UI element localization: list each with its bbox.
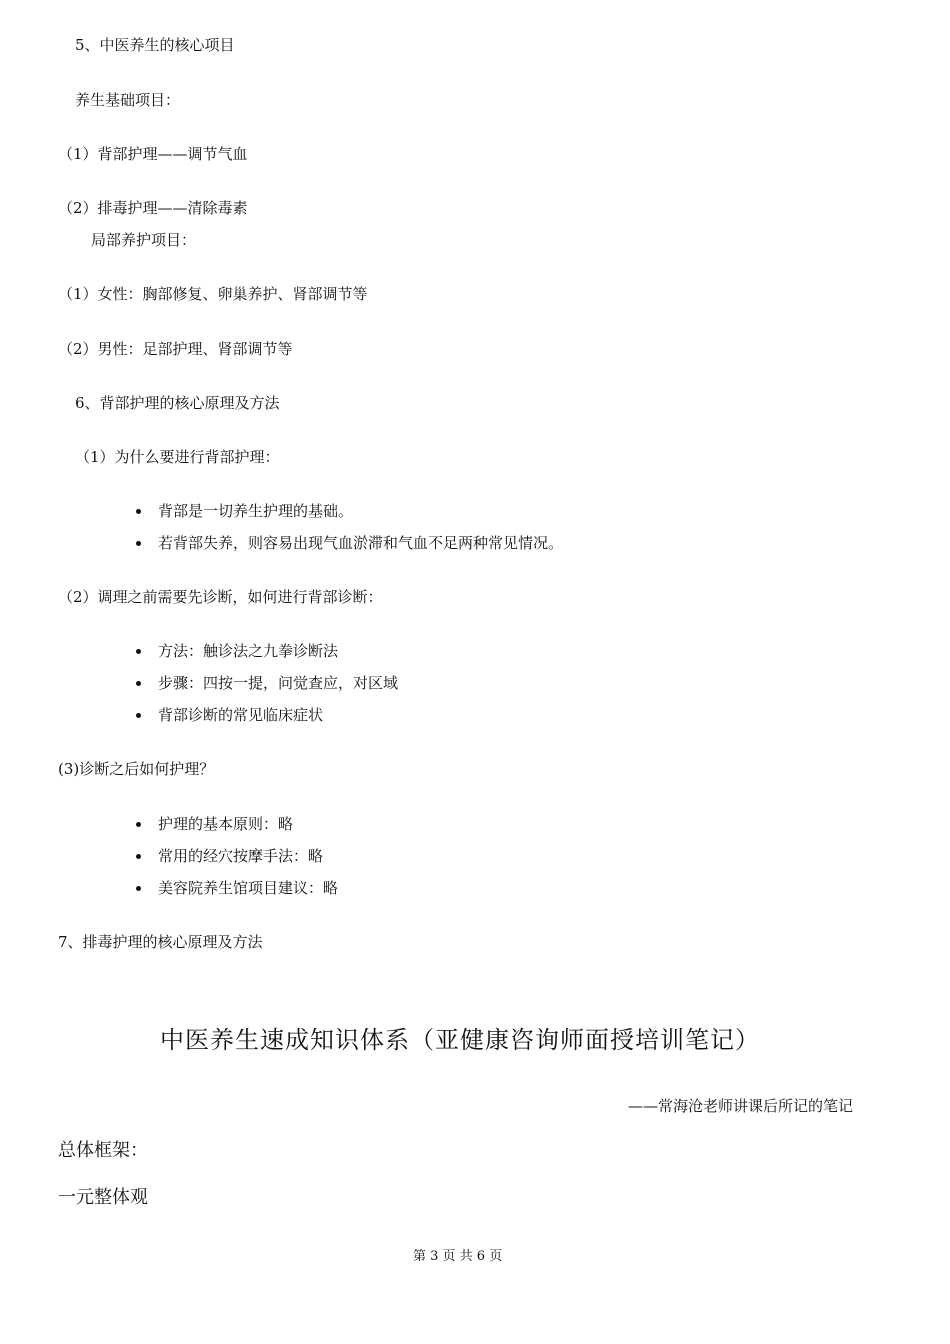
basic-items-label: 养生基础项目：	[75, 91, 181, 109]
first-heading: 一元整体观	[58, 1187, 148, 1208]
local-item-female: （1）女性：胸部修复、卵巢养护、肾部调节等	[58, 285, 368, 303]
bullet-icon	[136, 681, 141, 686]
bullet-icon	[136, 854, 141, 859]
framework-label: 总体框架：	[58, 1140, 148, 1161]
list-item-text: 美容院养生馆项目建议：略	[158, 879, 339, 897]
section6-heading: 6、背部护理的核心原理及方法	[75, 394, 280, 412]
list-item-text: 背部诊断的常见临床症状	[158, 706, 324, 724]
local-items-label: 局部养护项目：	[91, 231, 197, 249]
section7-heading: 7、排毒护理的核心原理及方法	[58, 933, 263, 951]
page-number: 第 3 页 共 6 页	[413, 1249, 503, 1264]
bullet-icon	[136, 649, 141, 654]
list-item	[158, 501, 353, 521]
list-item-text: 背部是一切养生护理的基础。	[158, 502, 354, 520]
section6-question-1: （1）为什么要进行背部护理：	[75, 448, 280, 466]
bullet-icon	[136, 713, 141, 718]
list-item-text: 步骤：四按一提，问觉查应，对区域	[158, 674, 399, 692]
list-item-text: 若背部失养，则容易出现气血淤滞和气血不足两种常见情况。	[158, 534, 564, 552]
list-item-text: 方法：触诊法之九拳诊断法	[158, 642, 339, 660]
bullet-icon	[136, 886, 141, 891]
section6-question-3: (3)诊断之后如何护理？	[58, 760, 215, 778]
list-item	[158, 673, 398, 693]
list-item-text: 常用的经穴按摩手法：略	[158, 847, 324, 865]
bullet-icon	[136, 822, 141, 827]
list-item	[158, 814, 293, 834]
list-item	[158, 533, 563, 553]
section5-heading: 5、中医养生的核心项目	[75, 36, 235, 54]
document-subtitle: ——常海沧老师讲课后所记的笔记	[627, 1097, 853, 1115]
basic-item-detox: （2）排毒护理——清除毒素	[58, 199, 248, 217]
list-item	[158, 705, 323, 725]
list-item	[158, 846, 323, 866]
local-item-male: （2）男性：足部护理、肾部调节等	[58, 340, 293, 358]
list-item	[158, 878, 338, 898]
list-item	[158, 641, 338, 661]
bullet-icon	[136, 509, 141, 514]
bullet-icon	[136, 541, 141, 546]
section6-question-2: （2）调理之前需要先诊断，如何进行背部诊断：	[58, 588, 383, 606]
list-item-text: 护理的基本原则：略	[158, 815, 294, 833]
basic-item-back-care: （1）背部护理——调节气血	[58, 145, 248, 163]
document-title: 中医养生速成知识体系（亚健康咨询师面授培训笔记）	[160, 1026, 760, 1054]
